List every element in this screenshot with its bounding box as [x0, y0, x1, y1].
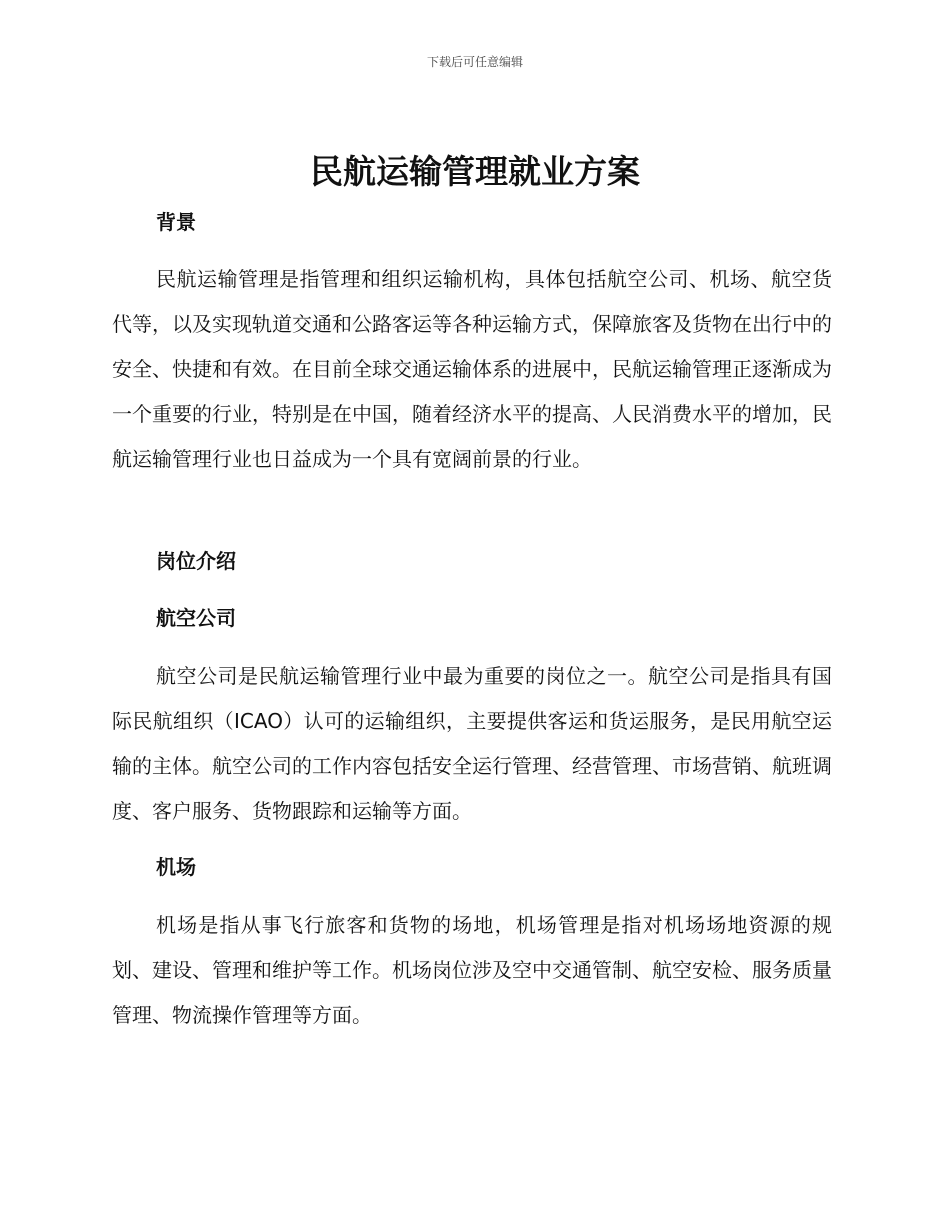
paragraph-airport: 机场是指从事飞行旅客和货物的场地，机场管理是指对机场场地资源的规划、建设、管理和维护等工作。机场岗位涉及空中交通管制、航空安检、服务质量管理、物流操作管理等方面。 [112, 913, 832, 1027]
paragraph-airline: 航空公司是民航运输管理行业中最为重要的岗位之一。航空公司是指具有国际民航组织（ICAO）认可的运输组织，主要提供客运和货运服务，是民用航空运输的主体。航空公司的工作内容包括安全运行管理、经营管理、市场营销、航班调度、客户服务、货物跟踪和运输等方面。 [112, 664, 832, 823]
header-note: 下载后可任意编辑 [426, 55, 523, 69]
page-title: 民航运输管理就业方案 [310, 152, 640, 191]
heading-background: 背景 [156, 210, 196, 234]
heading-airline: 航空公司 [156, 606, 236, 630]
paragraph-background: 民航运输管理是指管理和组织运输机构，具体包括航空公司、机场、航空货代等，以及实现轨道交通和公路客运等各种运输方式，保障旅客及货物在出行中的安全、快捷和有效。在目前全球交通运输体系的进展中，民航运输管理正逐渐成为一个重要的行业，特别是在中国，随着经济水平的提高、人民消费水平的增加，民航运输管理行业也日益成为一个具有宽阔前景的行业。 [112, 267, 832, 471]
heading-airport: 机场 [156, 855, 196, 879]
heading-positions: 岗位介绍 [156, 549, 236, 573]
